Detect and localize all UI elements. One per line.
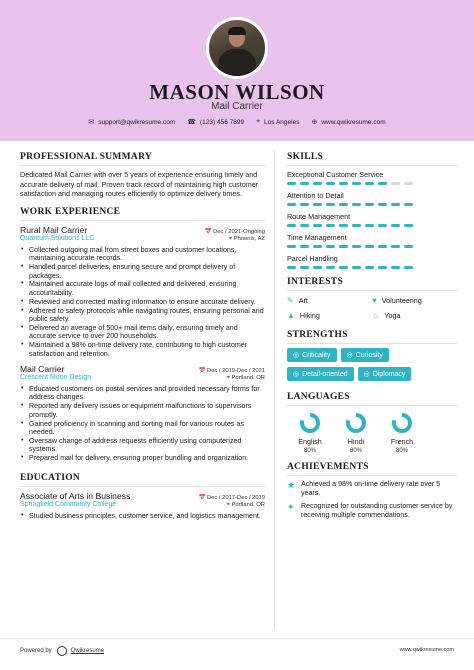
skill-level-dot [287,245,296,248]
skill-level-dot [313,224,322,227]
email-icon: ✉ [88,119,95,126]
achievement-item [287,502,457,519]
skill-level-dot [352,245,361,248]
experience-list [20,225,265,463]
globe-icon: ⊕ [311,119,318,126]
skill-level-dot [313,266,322,269]
language-proficiency-ring [391,412,413,434]
contact-text: support@qwikresume.com [98,118,176,126]
contact-item[interactable] [256,118,299,126]
skill-level-bar [287,224,457,227]
star-icon: ★ [287,480,296,490]
language-item [379,412,425,454]
resume-header [0,0,474,141]
skill-level-dot [404,182,413,185]
interests-list [287,296,457,320]
skill-level-dot [300,266,309,269]
qwikresume-logo-icon [57,646,67,656]
experience-heading: WORK EXPERIENCE [20,207,265,221]
skill-item [287,254,457,269]
strength-label: Criticality [302,351,331,359]
entry-date: 📅 Dec / 2021-Ongoing [204,228,265,235]
contact-item[interactable] [88,118,175,126]
bullet-item: • Maintained accurate logs of mail collected and delivered, ensuring accountability. [20,280,265,297]
skill-level-dot [339,203,348,206]
entry-bullets [20,385,265,463]
strength-icon: ◎ [346,352,353,359]
entry-organization: Quantum Solutions LLC [20,234,95,242]
brand-link[interactable]: Qwikresume [70,648,105,654]
medal-icon: ✦ [287,502,295,513]
entry-location: ⌖ Phoenix, AZ [228,235,265,242]
bullet-item: • Reviewed and corrected mailing information to ensure accurate delivery. [20,298,265,306]
bullet-item: • Collected outgoing mail from street boxes and customer locations, maintaining accurate records. [20,246,265,263]
skill-level-dot [287,266,296,269]
skill-level-dot [326,266,335,269]
entry-organization: Springfield Community College [20,500,117,508]
bullet-item: • Delivered an average of 500+ mail items daily, ensuring timely and accurate service to over 200 households. [20,324,265,341]
strength-tag [358,367,412,381]
interest-item [287,311,372,320]
skill-name: Route Management [287,212,351,221]
languages-heading: LANGUAGES [287,392,457,406]
powered-label: Powered by [20,648,52,654]
education-list [20,491,265,520]
skill-level-dot [339,224,348,227]
interest-label: Art [298,296,308,305]
contact-item[interactable] [311,118,385,126]
contact-bar [0,118,474,126]
left-column [20,152,265,526]
skill-name: Parcel Handling [287,254,338,263]
entry-subheader [20,235,265,243]
skill-level-dot [326,245,335,248]
achievements-list [287,480,457,519]
skill-level-dot [365,245,374,248]
skill-level-dot [313,182,322,185]
skill-name: Time Management [287,233,347,242]
language-percent: 80% [395,448,408,454]
skill-level-dot [326,224,335,227]
interest-label: Yoga [384,311,401,320]
skill-name: Exceptional Customer Service [287,170,384,179]
achievement-text: Recognized for outstanding customer service by receiving multiple commendations. [301,502,453,519]
skill-level-dot [404,203,413,206]
strength-icon: ◎ [293,352,300,359]
achievement-text: Achieved a 98% on-time delivery rate over 5 years. [301,480,441,497]
language-proficiency-ring [345,412,367,434]
bullet-item: • Educated customers on postal services and provided necessary forms for address changes. [20,385,265,402]
interests-heading: INTERESTS [287,277,457,291]
skill-level-dot [391,203,400,206]
skill-level-dot [378,245,387,248]
achievement-item [287,480,457,497]
column-divider [274,150,275,628]
entry-subheader [20,374,265,382]
avatar [209,20,265,76]
footer-website-link[interactable]: www.qwikresume.com [399,647,454,653]
bullet-item: • Adhered to safety protocols while navigating routes, ensuring personal and public safety. [20,307,265,324]
bullet-item: • Reported any delivery issues or equipment malfunctions to supervisors promptly. [20,402,265,419]
strength-tag [341,348,389,362]
skill-level-bar [287,203,457,206]
skill-level-dot [391,266,400,269]
strength-tag [287,348,337,362]
skill-level-dot [365,266,374,269]
skill-level-dot [287,203,296,206]
bullet-item: • Oversaw change of address requests efficiently using computerized systems. [20,437,265,454]
bullet-item: • Gained proficiency in scanning and sorting mail for various routes as needed. [20,420,265,437]
language-percent: 80% [303,448,316,454]
strength-label: Curiosity [355,351,383,359]
yoga-icon: ☼ [372,311,380,320]
powered-by [20,646,104,656]
skills-list [287,170,457,269]
skill-level-dot [326,182,335,185]
bullet-item: • Studied business principles, customer service, and logistics management. [20,512,265,520]
skill-level-dot [300,245,309,248]
strength-label: Detail-oriented [302,370,348,378]
entry-bullets [20,246,265,358]
skill-level-dot [300,224,309,227]
contact-text: www.qwikresume.com [321,118,386,126]
skill-level-dot [300,203,309,206]
skill-level-bar [287,266,457,269]
skill-level-dot [378,266,387,269]
skill-level-dot [391,224,400,227]
languages-list [287,412,457,454]
entry-title: Associate of Arts in Business [20,490,131,501]
interest-label: Volunteering [381,296,422,305]
entry-organization: Crescent Moon Design [20,374,92,382]
skill-level-bar [287,245,457,248]
skill-level-dot [287,224,296,227]
skill-level-dot [300,182,309,185]
language-item [333,412,379,454]
skill-level-dot [378,224,387,227]
skill-level-dot [339,182,348,185]
candidate-name: MASON WILSON [149,80,325,104]
volunteering-icon: ♥ [372,296,377,305]
skill-level-dot [313,203,322,206]
language-name: Hindi [347,437,365,446]
footer [0,638,474,670]
skill-name: Attention to Detail [287,191,344,200]
interest-label: Hiking [299,311,320,320]
skill-item [287,191,457,206]
entry-location: ⌖ Portland, OR [226,501,265,508]
language-percent: 80% [349,448,362,454]
bullet-item: • Prepared mail for delivery, ensuring proper bundling and organization. [20,454,265,462]
skill-item [287,170,457,185]
entry-title: Mail Carrier [20,364,65,375]
skill-item [287,233,457,248]
entry-title: Rural Mail Carrier [20,224,88,235]
skill-level-dot [339,266,348,269]
location-icon: ⌖ [256,118,261,125]
interest-item [287,296,372,305]
art-icon: ✎ [287,296,294,305]
bullet-item: • Handled parcel deliveries, ensuring secure and prompt delivery of packages. [20,263,265,280]
strength-tag [287,367,354,381]
experience-entry [20,491,265,520]
skill-level-dot [365,203,374,206]
skill-level-dot [365,224,374,227]
strength-label: Diplomacy [372,370,406,378]
strength-icon: ◎ [293,371,300,378]
skill-level-dot [352,203,361,206]
skill-level-dot [365,182,374,185]
strengths-list [287,348,457,386]
skill-level-dot [313,245,322,248]
right-column [287,152,457,524]
language-proficiency-ring [299,412,321,434]
entry-header [20,364,265,374]
skill-level-dot [326,203,335,206]
entry-subheader [20,501,265,509]
skill-item [287,212,457,227]
education-heading: EDUCATION [20,473,265,487]
strengths-heading: STRENGTHS [287,330,457,344]
interest-item [372,311,457,320]
job-title: Mail Carrier [211,101,263,112]
skill-level-dot [339,245,348,248]
entry-date: 📅 Dec / 2017-Dec / 2019 [198,494,265,501]
skill-level-dot [287,182,296,185]
entry-header [20,225,265,235]
achievements-heading: ACHIEVEMENTS [287,462,457,476]
interest-item [372,296,457,305]
profile-photo [206,17,268,79]
bullet-item: • Maintained a 98% on-time delivery rate, contributing to high customer satisfaction and retention. [20,341,265,358]
summary-heading: PROFESSIONAL SUMMARY [20,152,265,166]
skill-level-dot [391,245,400,248]
language-name: English [298,437,322,446]
skill-level-dot [352,182,361,185]
skill-level-dot [404,224,413,227]
entry-bullets [20,512,265,520]
skills-heading: SKILLS [287,152,457,166]
entry-location: ⌖ Portland, OR [226,375,265,382]
language-name: French [390,437,414,446]
skill-level-dot [391,182,400,185]
summary-text: Dedicated Mail Carrier with over 5 years of experience ensuring timely and accurate delivery of mail. Proven track record of maintaining high customer satisfaction and managing routes efficiently to optimize delivery times. [20,170,259,199]
skill-level-dot [352,266,361,269]
phone-icon: ☎ [187,119,196,126]
contact-text: Los Angeles [264,118,300,126]
skill-level-dot [378,182,387,185]
language-item [287,412,333,454]
contact-text: (123) 456 7899 [200,118,245,126]
contact-item[interactable] [187,118,244,126]
experience-entry [20,364,265,463]
skill-level-dot [404,245,413,248]
entry-date: 📅 Dec / 2019-Dec / 2021 [198,368,265,375]
skill-level-dot [352,224,361,227]
entry-header [20,491,265,501]
skill-level-bar [287,182,457,185]
experience-entry [20,225,265,358]
strength-icon: ◎ [363,371,370,378]
hiking-icon: ▲ [287,311,295,320]
skill-level-dot [404,266,413,269]
skill-level-dot [378,203,387,206]
